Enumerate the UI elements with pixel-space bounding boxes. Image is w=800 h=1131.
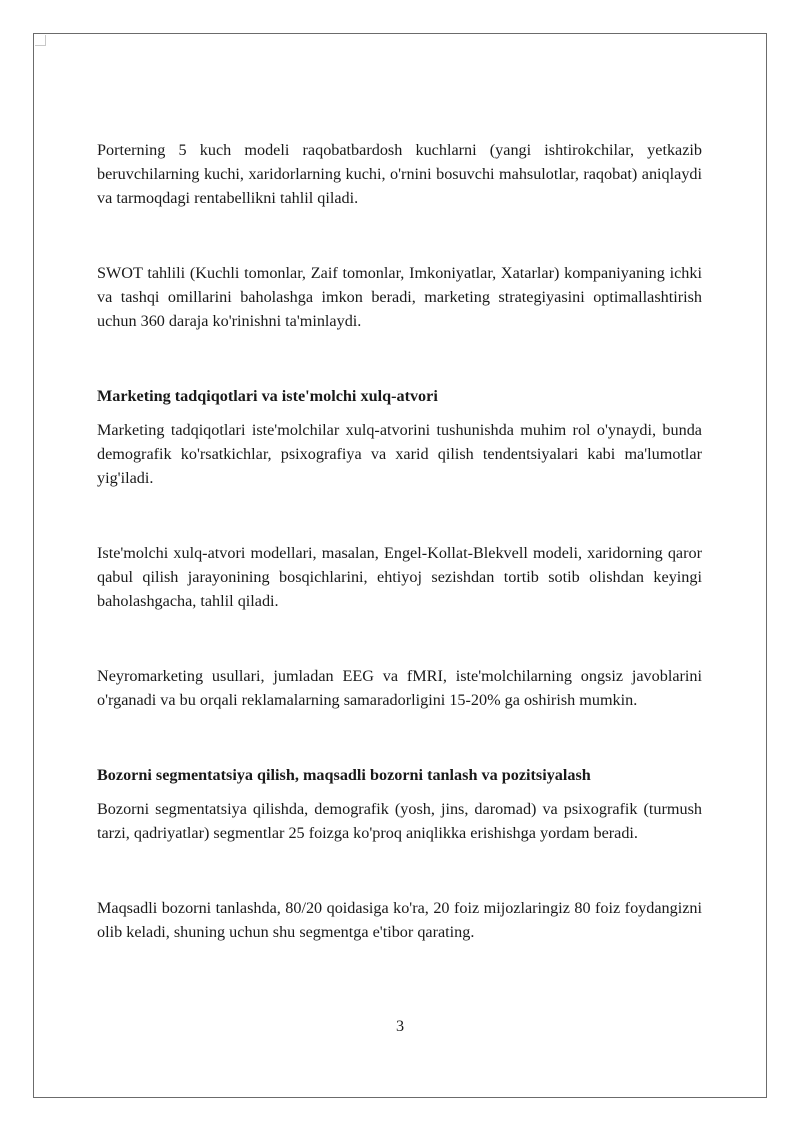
page-number: 3 (395, 1017, 405, 1035)
section-heading-marketing-research: Marketing tadqiqotlari va iste'molchi xulq-atvori (97, 387, 438, 405)
paragraph-consumer-behavior-models: Iste'molchi xulq-atvori modellari, masalan, Engel-Kollat-Blekvell modeli, xaridorning qaror qabul qilish jarayonining bosqichlarini, ehtiyoj sezishdan tortib sotib olishdan keyingi baholashgacha, tahlil qiladi. (97, 544, 702, 610)
page-body (97, 138, 702, 944)
corner-crop-mark (35, 35, 46, 46)
paragraph-porter-five-forces: Porterning 5 kuch modeli raqobatbardosh kuchlarni (yangi ishtirokchilar, yetkazib beruvchilarning kuchi, xaridorlarning kuchi, o'rnini bosuvchi mahsulotlar, raqobat) aniqlaydi va tarmoqdagi rentabellikni tahlil qiladi. (97, 141, 702, 207)
paragraph-marketing-research: Marketing tadqiqotlari iste'molchilar xulq-atvorini tushunishda muhim rol o'ynaydi, bunda demografik ko'rsatkichlar, psixografiya va xarid qilish tendentsiyalari kabi ma'lumotlar yig'iladi. (97, 421, 702, 487)
paragraph-segmentation: Bozorni segmentatsiya qilishda, demografik (yosh, jins, daromad) va psixografik (turmush tarzi, qadriyatlar) segmentlar 25 foizga ko'proq aniqlikka erishishga yordam beradi. (97, 800, 702, 842)
paragraph-neuromarketing: Neyromarketing usullari, jumladan EEG va fMRI, iste'molchilarning ongsiz javoblarini o'rganadi va bu orqali reklamalarning samaradorligini 15-20% ga oshirish mumkin. (97, 667, 702, 709)
paragraph-swot-analysis: SWOT tahlili (Kuchli tomonlar, Zaif tomonlar, Imkoniyatlar, Xatarlar) kompaniyaning ichki va tashqi omillarini baholashga imkon beradi, marketing strategiyasini optimallashtirish uchun 360 daraja ko'rinishni ta'minlaydi. (97, 264, 702, 330)
paragraph-target-market: Maqsadli bozorni tanlashda, 80/20 qoidasiga ko'ra, 20 foiz mijozlaringiz 80 foiz foydangizni olib keladi, shuning uchun shu segmentga e'tibor qarating. (97, 899, 702, 941)
section-heading-segmentation: Bozorni segmentatsiya qilish, maqsadli bozorni tanlash va pozitsiyalash (97, 766, 591, 784)
